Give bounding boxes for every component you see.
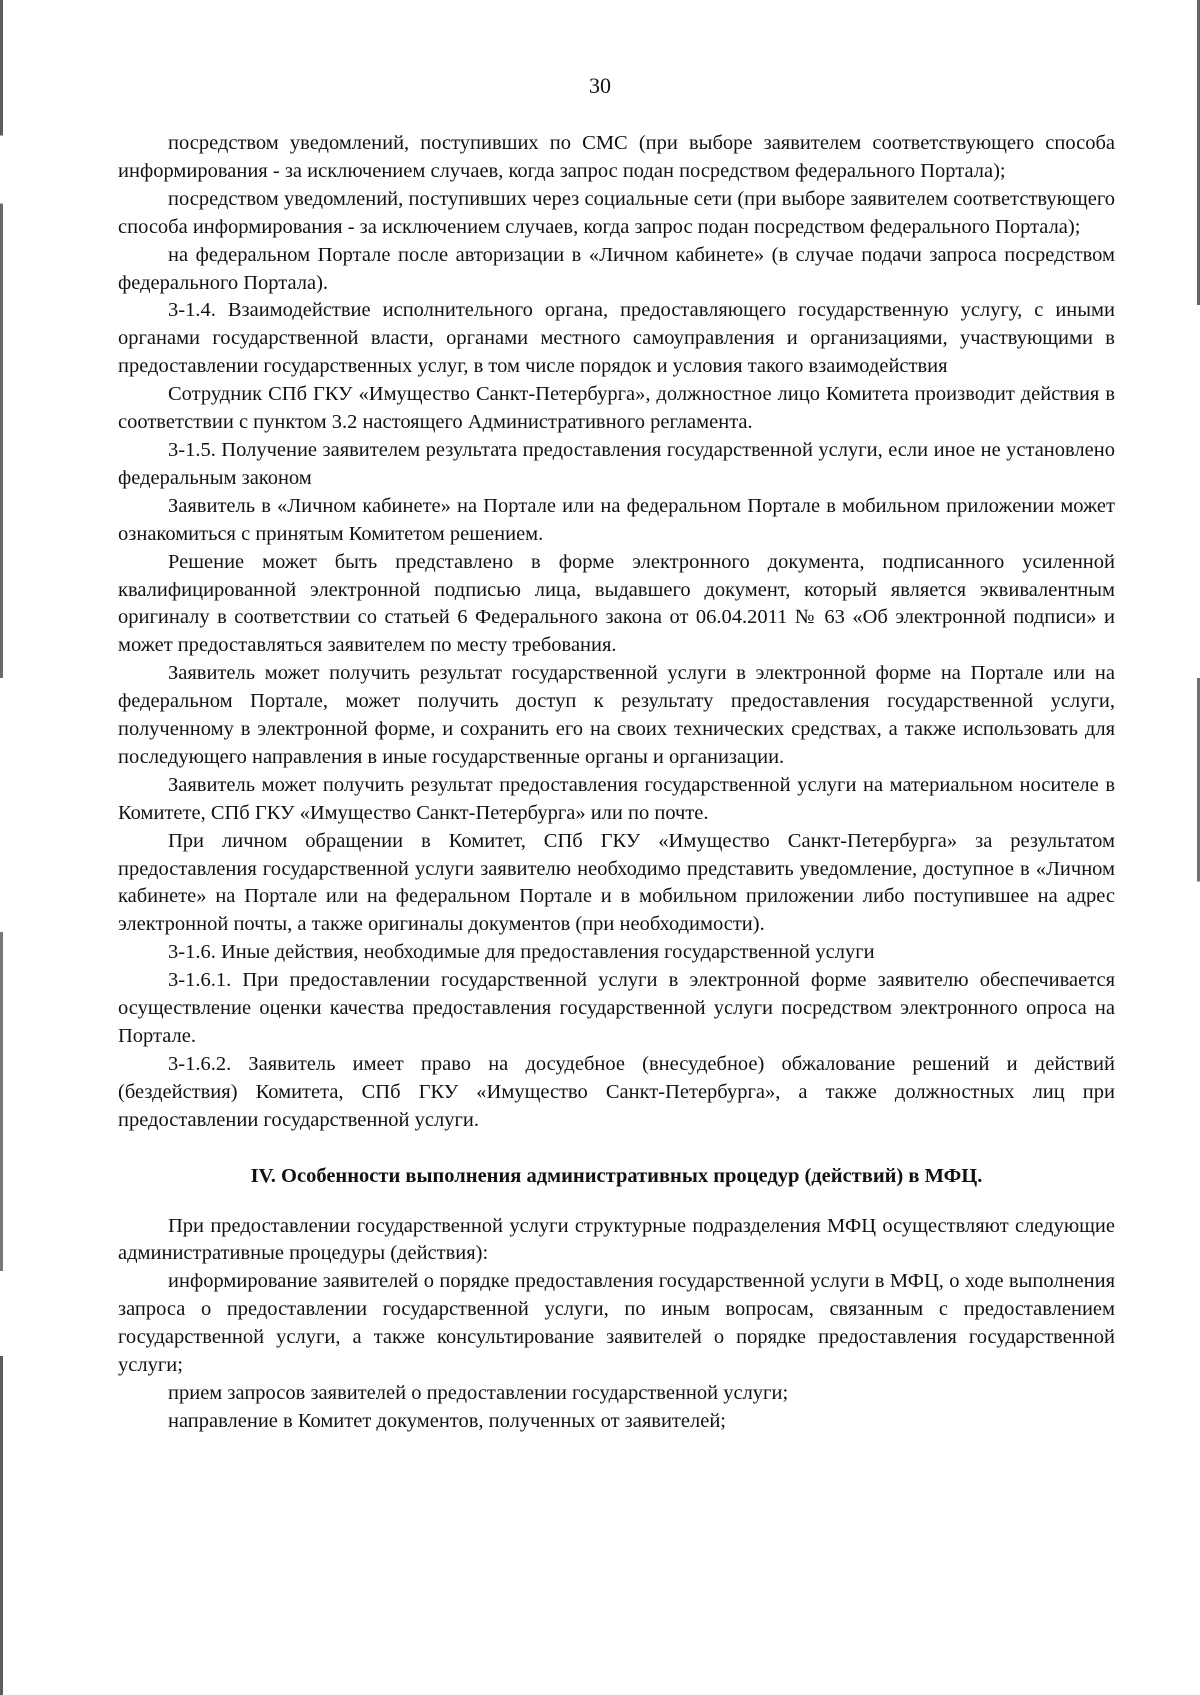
page-number: 30 (589, 73, 611, 98)
paragraph: Заявитель может получить результат государственной услуги в электронной форме на Портале или на федеральном Портале, может получить доступ к результату предоставления государственной услуги, полученному в электронной форме, и сохранить его на своих технических средствах, а также использовать для последующего направления в иные государственные органы и организации. (118, 662, 1115, 768)
paragraph: посредством уведомлений, поступивших по СМС (при выборе заявителем соответствующего способа информирования - за исключением случаев, когда запрос подан посредством федерального Портала); (118, 132, 1115, 182)
paragraph: 3-1.4. Взаимодействие исполнительного органа, предоставляющего государственную услугу, с иными органами государственной власти, органами местного самоуправления и организациями, участвующими в предоставлении государственных услуг, в том числе порядок и условия такого взаимодействия (118, 299, 1115, 378)
paragraph: посредством уведомлений, поступивших через социальные сети (при выборе заявителем соответствующего способа информирования - за исключением случаев, когда запрос подан посредством федерального Портала); (118, 187, 1115, 238)
scan-edge-left (0, 0, 3, 1695)
paragraph: Решение может быть представлено в форме электронного документа, подписанного усиленной квалифицированной электронной подписью лица, выдавшего документ, который является эквивалентным оригиналу в соответствии со статьей 6 Федерального закона от 06.04.2011 № 63 «Об электронной подписи» и может предоставляться заявителем по месту требования. (118, 550, 1115, 657)
paragraph: направление в Комитет документов, полученных от заявителей; (168, 1409, 726, 1432)
paragraph: Заявитель в «Личном кабинете» на Портале или на федеральном Портале в мобильном приложении может ознакомиться с принятым Комитетом решением. (118, 494, 1115, 545)
paragraph: на федеральном Портале после авторизации в «Личном кабинете» (в случае подачи запроса посредством федерального Портала). (118, 243, 1115, 294)
paragraph: Заявитель может получить результат предоставления государственной услуги на материальном носителе в Комитете, СПб ГКУ «Имущество Санкт-Петербурга» или по почте. (118, 773, 1115, 824)
paragraph: Сотрудник СПб ГКУ «Имущество Санкт-Петербурга», должностное лицо Комитета производит действия в соответствии с пунктом 3.2 настоящего Административного регламента. (118, 383, 1115, 434)
paragraph: При предоставлении государственной услуги структурные подразделения МФЦ осуществляют следующие административные процедуры (действия): (118, 1214, 1115, 1265)
paragraph: 3-1.5. Получение заявителем результата предоставления государственной услуги, если иное не установлено федеральным законом (118, 438, 1115, 489)
paragraph: 3-1.6. Иные действия, необходимые для предоставления государственной услуги (168, 941, 875, 964)
paragraph: 3-1.6.1. При предоставлении государственной услуги в электронной форме заявителю обеспечивается осуществление оценки качества предоставления государственной услуги посредством электронного опроса на Портале. (118, 969, 1115, 1047)
paragraph: информирование заявителей о порядке предоставления государственной услуги в МФЦ, о ходе выполнения запроса о предоставлении государственной услуги, по иным вопросам, связанным с предоставлением государственной услуги, а также консультирование заявителей о порядке предоставления государственной услуги; (118, 1270, 1115, 1377)
section-heading: IV. Особенности выполнения административных процедур (действий) в МФЦ. (250, 1164, 983, 1187)
paragraph: прием запросов заявителей о предоставлении государственной услуги; (168, 1381, 789, 1404)
paragraph: При личном обращении в Комитет, СПб ГКУ «Имущество Санкт-Петербурга» за результатом предоставления государственной услуги заявителю необходимо представить уведомление, доступное в «Личном кабинете» на Портале или на федеральном Портале и в мобильном приложении либо поступившее на адрес электронной почты, а также оригиналы документов (при необходимости). (118, 829, 1115, 936)
paragraph: 3-1.6.2. Заявитель имеет право на досудебное (внесудебное) обжалование решений и действий (бездействия) Комитета, СПб ГКУ «Имущество Санкт-Петербурга», а также должностных лиц при предоставлении государственной услуги. (118, 1052, 1115, 1131)
document-body (118, 130, 1115, 1436)
